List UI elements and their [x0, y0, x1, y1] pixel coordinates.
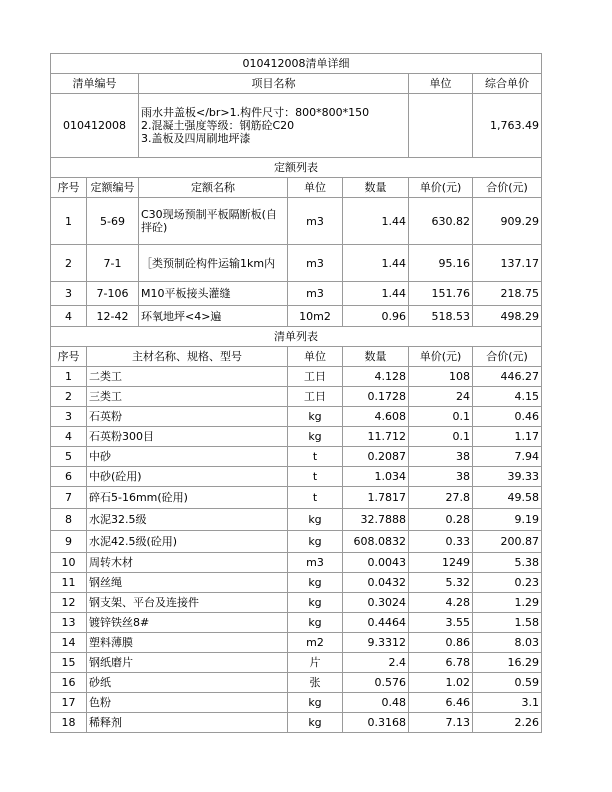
material-seq: 17: [51, 693, 87, 713]
bill-header-row: [51, 74, 542, 94]
material-row: [51, 487, 542, 509]
material-total: 0.46: [473, 407, 542, 427]
bill-unit-header: 单位: [409, 74, 473, 94]
material-price: 38: [409, 447, 473, 467]
bill-unit: [409, 94, 473, 158]
quota-code: 12-42: [87, 306, 139, 327]
material-seq: 12: [51, 593, 87, 613]
material-price: 4.28: [409, 593, 473, 613]
quota-qty: 1.44: [343, 282, 409, 306]
material-unit: t: [288, 487, 343, 509]
quota-code: 5-69: [87, 198, 139, 245]
material-row: [51, 633, 542, 653]
material-qty: 0.4464: [343, 613, 409, 633]
material-section-title: 清单列表: [51, 327, 542, 347]
material-total: 200.87: [473, 531, 542, 553]
material-qty: 608.0832: [343, 531, 409, 553]
material-total: 2.26: [473, 713, 542, 733]
material-unit: kg: [288, 593, 343, 613]
material-seq: 4: [51, 427, 87, 447]
quota-row: [51, 198, 542, 245]
material-name: 水泥42.5级(砼用): [87, 531, 288, 553]
material-total: 3.1: [473, 693, 542, 713]
material-price: 24: [409, 387, 473, 407]
material-seq-header: 序号: [51, 347, 87, 367]
table-title: 010412008清单详细: [51, 54, 542, 74]
material-unit: 张: [288, 673, 343, 693]
material-total: 4.15: [473, 387, 542, 407]
material-unit: kg: [288, 613, 343, 633]
material-unit: 工日: [288, 367, 343, 387]
material-total: 49.58: [473, 487, 542, 509]
bill-detail-table: [50, 53, 542, 733]
material-total: 446.27: [473, 367, 542, 387]
quota-qty: 1.44: [343, 245, 409, 282]
material-name: 中砂(砼用): [87, 467, 288, 487]
bill-code-header: 清单编号: [51, 74, 139, 94]
material-seq: 8: [51, 509, 87, 531]
material-row: [51, 573, 542, 593]
material-unit: kg: [288, 427, 343, 447]
material-price: 1249: [409, 553, 473, 573]
material-price: 6.78: [409, 653, 473, 673]
bill-name-line-1: 雨水井盖板</br>1.构件尺寸：800*800*150: [141, 106, 370, 119]
material-price: 0.86: [409, 633, 473, 653]
quota-qty-header: 数量: [343, 178, 409, 198]
material-row: [51, 467, 542, 487]
material-name: 钢纸磨片: [87, 653, 288, 673]
title-row: [51, 54, 542, 74]
material-price: 0.1: [409, 427, 473, 447]
material-price: 27.8: [409, 487, 473, 509]
material-row: [51, 653, 542, 673]
material-total-header: 合价(元): [473, 347, 542, 367]
material-seq: 7: [51, 487, 87, 509]
material-name: 塑料薄膜: [87, 633, 288, 653]
material-price: 38: [409, 467, 473, 487]
material-price: 108: [409, 367, 473, 387]
bill-price-header: 综合单价: [473, 74, 542, 94]
material-price-header: 单价(元): [409, 347, 473, 367]
material-unit: 片: [288, 653, 343, 673]
material-qty: 4.608: [343, 407, 409, 427]
material-unit: 工日: [288, 387, 343, 407]
material-seq: 5: [51, 447, 87, 467]
bill-name-header: 项目名称: [139, 74, 409, 94]
quota-qty: 0.96: [343, 306, 409, 327]
material-qty: 32.7888: [343, 509, 409, 531]
material-header-row: [51, 347, 542, 367]
material-name: 砂纸: [87, 673, 288, 693]
material-total: 5.38: [473, 553, 542, 573]
quota-code: 7-106: [87, 282, 139, 306]
quota-total: 137.17: [473, 245, 542, 282]
material-row: [51, 713, 542, 733]
quota-price: 630.82: [409, 198, 473, 245]
bill-price: 1,763.49: [473, 94, 542, 158]
quota-unit: 10m2: [288, 306, 343, 327]
material-row: [51, 509, 542, 531]
quota-price-header: 单价(元): [409, 178, 473, 198]
quota-seq-header: 序号: [51, 178, 87, 198]
material-total: 1.29: [473, 593, 542, 613]
material-name: 周转木材: [87, 553, 288, 573]
quota-seq: 2: [51, 245, 87, 282]
material-unit: t: [288, 447, 343, 467]
quota-unit: m3: [288, 245, 343, 282]
material-row: [51, 673, 542, 693]
material-seq: 1: [51, 367, 87, 387]
material-row: [51, 387, 542, 407]
material-qty: 4.128: [343, 367, 409, 387]
material-price: 0.33: [409, 531, 473, 553]
material-total: 1.58: [473, 613, 542, 633]
material-unit: kg: [288, 407, 343, 427]
material-qty: 2.4: [343, 653, 409, 673]
material-price: 0.28: [409, 509, 473, 531]
material-seq: 9: [51, 531, 87, 553]
material-name: 色粉: [87, 693, 288, 713]
quota-row: [51, 245, 542, 282]
material-name: 稀释剂: [87, 713, 288, 733]
quota-total: 218.75: [473, 282, 542, 306]
material-name: 钢丝绳: [87, 573, 288, 593]
material-price: 3.55: [409, 613, 473, 633]
material-price: 7.13: [409, 713, 473, 733]
material-total: 39.33: [473, 467, 542, 487]
material-seq: 13: [51, 613, 87, 633]
material-qty: 0.48: [343, 693, 409, 713]
bill-code: 010412008: [51, 94, 139, 158]
material-seq: 3: [51, 407, 87, 427]
material-name: 二类工: [87, 367, 288, 387]
material-unit: kg: [288, 573, 343, 593]
material-name: 碎石5-16mm(砼用): [87, 487, 288, 509]
material-qty: 9.3312: [343, 633, 409, 653]
material-total: 7.94: [473, 447, 542, 467]
material-qty: 1.7817: [343, 487, 409, 509]
quota-unit: m3: [288, 282, 343, 306]
material-unit: kg: [288, 531, 343, 553]
material-row: [51, 593, 542, 613]
material-row: [51, 407, 542, 427]
quota-row: [51, 306, 542, 327]
material-total: 8.03: [473, 633, 542, 653]
material-row: [51, 447, 542, 467]
material-qty: 0.576: [343, 673, 409, 693]
material-row: [51, 693, 542, 713]
material-unit: kg: [288, 509, 343, 531]
material-qty: 0.3168: [343, 713, 409, 733]
quota-name: ［类预制砼构件运输1km内: [139, 245, 288, 282]
material-qty: 0.0432: [343, 573, 409, 593]
material-unit: m3: [288, 553, 343, 573]
quota-price: 95.16: [409, 245, 473, 282]
quota-code-header: 定额编号: [87, 178, 139, 198]
material-total: 16.29: [473, 653, 542, 673]
material-unit-header: 单位: [288, 347, 343, 367]
material-qty: 0.0043: [343, 553, 409, 573]
material-qty: 0.3024: [343, 593, 409, 613]
quota-unit-header: 单位: [288, 178, 343, 198]
quota-total-header: 合价(元): [473, 178, 542, 198]
quota-total: 909.29: [473, 198, 542, 245]
material-seq: 16: [51, 673, 87, 693]
material-qty: 0.2087: [343, 447, 409, 467]
material-unit: m2: [288, 633, 343, 653]
material-seq: 14: [51, 633, 87, 653]
quota-code: 7-1: [87, 245, 139, 282]
material-qty: 0.1728: [343, 387, 409, 407]
material-name: 钢支架、平台及连接件: [87, 593, 288, 613]
quota-price: 151.76: [409, 282, 473, 306]
material-qty-header: 数量: [343, 347, 409, 367]
material-price: 6.46: [409, 693, 473, 713]
material-price: 0.1: [409, 407, 473, 427]
material-price: 5.32: [409, 573, 473, 593]
material-row: [51, 553, 542, 573]
material-qty: 11.712: [343, 427, 409, 447]
material-total: 1.17: [473, 427, 542, 447]
quota-seq: 1: [51, 198, 87, 245]
material-row: [51, 613, 542, 633]
bill-name-line-2: 2.混凝土强度等级：钢筋砼C20: [141, 119, 295, 132]
material-name: 水泥32.5级: [87, 509, 288, 531]
quota-seq: 3: [51, 282, 87, 306]
bill-row: [51, 94, 542, 158]
material-seq: 11: [51, 573, 87, 593]
material-seq: 10: [51, 553, 87, 573]
quota-total: 498.29: [473, 306, 542, 327]
quota-section-title: 定额列表: [51, 158, 542, 178]
material-total: 0.23: [473, 573, 542, 593]
material-name: 石英粉: [87, 407, 288, 427]
material-name: 石英粉300目: [87, 427, 288, 447]
material-row: [51, 531, 542, 553]
quota-header-row: [51, 178, 542, 198]
material-price: 1.02: [409, 673, 473, 693]
bill-name: [139, 94, 409, 158]
quota-name: M10平板接头灌缝: [139, 282, 288, 306]
material-unit: kg: [288, 693, 343, 713]
quota-name-header: 定额名称: [139, 178, 288, 198]
quota-name: C30现场预制平板隔断板(自拌砼): [139, 198, 288, 245]
quota-row: [51, 282, 542, 306]
material-total: 9.19: [473, 509, 542, 531]
material-unit: t: [288, 467, 343, 487]
bill-name-line-3: 3.盖板及四周刷地坪漆: [141, 132, 251, 145]
quota-price: 518.53: [409, 306, 473, 327]
material-row: [51, 427, 542, 447]
material-seq: 18: [51, 713, 87, 733]
quota-name: 环氧地坪<4>遍: [139, 306, 288, 327]
material-name: 中砂: [87, 447, 288, 467]
material-name-header: 主材名称、规格、型号: [87, 347, 288, 367]
material-qty: 1.034: [343, 467, 409, 487]
material-name: 镀锌铁丝8#: [87, 613, 288, 633]
quota-qty: 1.44: [343, 198, 409, 245]
material-row: [51, 367, 542, 387]
material-seq: 2: [51, 387, 87, 407]
material-name: 三类工: [87, 387, 288, 407]
material-section-row: [51, 327, 542, 347]
material-seq: 6: [51, 467, 87, 487]
material-seq: 15: [51, 653, 87, 673]
quota-seq: 4: [51, 306, 87, 327]
quota-section-row: [51, 158, 542, 178]
material-unit: kg: [288, 713, 343, 733]
material-total: 0.59: [473, 673, 542, 693]
quota-unit: m3: [288, 198, 343, 245]
